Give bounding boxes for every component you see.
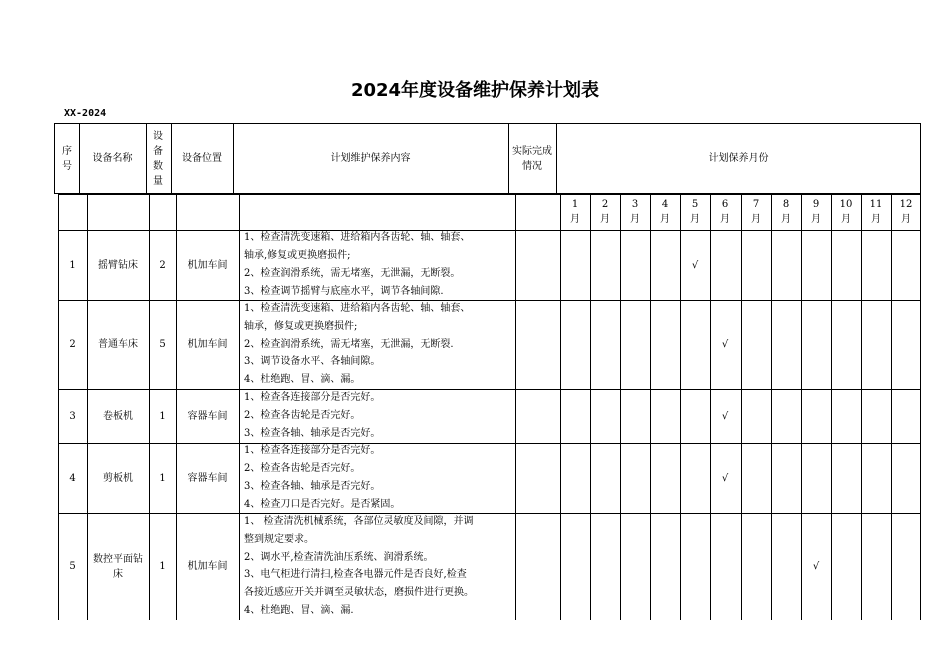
month-header-7: 7 月 — [751, 199, 761, 225]
row-maintenance-content — [239, 442, 515, 513]
planned-month-check: √ — [691, 259, 699, 271]
content-line: 3、调节设备水平、各轴间隙。 — [244, 356, 381, 368]
row-maintenance-content — [239, 300, 515, 389]
month-header-3: 3 月 — [630, 199, 640, 225]
content-line: 1、检查清洗变速箱、进给箱内各齿轮、轴、轴套、 — [244, 303, 471, 314]
month-header-4: 4 月 — [660, 199, 670, 225]
month-header-9: 9 月 — [811, 199, 821, 225]
content-line: 轴承，修复或更换磨损件; — [244, 320, 358, 332]
content-line: 4、杜绝跑、冒、滴、漏。 — [244, 374, 361, 386]
row-seq: 2 — [69, 339, 76, 350]
page-title: 2024年度设备维护保养计划表 — [350, 80, 600, 101]
row-seq: 1 — [69, 259, 76, 271]
header-location: 设备位置 — [182, 153, 222, 164]
content-line: 2、检查各齿轮是否完好。 — [244, 410, 361, 422]
content-line: 1、检查各连接部分是否完好。 — [244, 392, 381, 404]
content-line: 3、电气柜进行清扫,检查各电器元件是否良好,检查 — [244, 569, 467, 581]
content-line: 各接近感应开关并调至灵敏状态，磨损件进行更换。 — [244, 587, 474, 599]
row-quantity: 1 — [159, 410, 166, 422]
month-header-11: 11 月 — [869, 199, 883, 225]
content-line: 1、 检查清洗机械系统，各部位灵敏度及间隙，并调 — [244, 516, 474, 528]
content-line: 4、杜绝跑、冒、滴、漏. — [244, 605, 354, 617]
month-header-6: 6 月 — [720, 199, 730, 225]
content-line: 轴承,修复或更换磨损件; — [244, 250, 351, 262]
content-line: 3、检查各轴、轴承是否完好。 — [244, 480, 381, 492]
row-location: 机加车间 — [187, 561, 228, 572]
row-equipment-name: 普通车床 — [98, 339, 138, 350]
row-equipment-name: 摇臂钻床 — [98, 259, 138, 271]
row-equipment-name: 卷板机 — [103, 410, 133, 422]
row-location: 机加车间 — [187, 259, 228, 271]
month-header-10: 10 月 — [839, 199, 853, 225]
header-content: 计划维护保养内容 — [330, 153, 411, 164]
content-line: 2、检查各齿轮是否完好。 — [244, 463, 361, 475]
row-seq: 4 — [69, 472, 76, 484]
content-line: 2、检查润滑系统，需无堵塞，无泄漏，无断裂。 — [244, 267, 461, 279]
row-seq: 5 — [69, 561, 76, 572]
row-maintenance-content — [239, 229, 515, 300]
content-line: 1、检查各连接部分是否完好。 — [244, 445, 381, 457]
row-equipment-name: 数控平面钻床 — [93, 553, 143, 580]
month-header-8: 8 月 — [781, 199, 791, 225]
content-line: 1、检查清洗变速箱、进给箱内各齿轮、轴、轴套、 — [244, 232, 471, 244]
planned-month-check: √ — [721, 410, 729, 422]
content-line: 3、检查各轴、轴承是否完好。 — [244, 427, 381, 439]
row-maintenance-content — [239, 389, 515, 442]
planned-month-check: √ — [721, 472, 729, 484]
row-location: 容器车间 — [187, 472, 228, 484]
month-header-12: 12 月 — [899, 199, 913, 225]
row-equipment-name: 剪板机 — [103, 472, 133, 484]
content-line: 3、检查调节摇臂与底座水平，调节各轴间隙. — [244, 285, 444, 297]
header-seq: 序号 — [62, 145, 72, 172]
row-quantity: 2 — [159, 259, 166, 271]
header-planned-months: 计划保养月份 — [708, 153, 769, 164]
header-equipment-name: 设备名称 — [92, 153, 133, 164]
content-line: 2、调水平,检查清洗油压系统、润滑系统。 — [244, 551, 434, 563]
content-line: 2、检查润滑系统，需无堵塞，无泄漏，无断裂. — [244, 338, 454, 350]
planned-month-check: √ — [721, 339, 729, 350]
header-quantity: 设备数量 — [153, 130, 163, 187]
content-line: 整到规定要求。 — [244, 533, 314, 545]
header-actual-completion: 实际完成情况 — [512, 145, 552, 172]
month-header-5: 5 月 — [690, 199, 700, 225]
row-location: 容器车间 — [187, 410, 228, 422]
row-seq: 3 — [69, 410, 76, 422]
document-number: XX-2024 — [64, 108, 107, 119]
row-location: 机加车间 — [187, 339, 228, 350]
planned-month-check: √ — [812, 561, 820, 572]
row-quantity: 1 — [159, 561, 166, 572]
month-header-2: 2 月 — [600, 199, 610, 225]
row-quantity: 5 — [159, 339, 166, 350]
row-quantity: 1 — [159, 472, 166, 484]
month-header-1: 1 月 — [570, 199, 580, 225]
content-line: 4、检查刀口是否完好。是否紧固。 — [244, 498, 401, 510]
row-maintenance-content — [239, 513, 515, 620]
